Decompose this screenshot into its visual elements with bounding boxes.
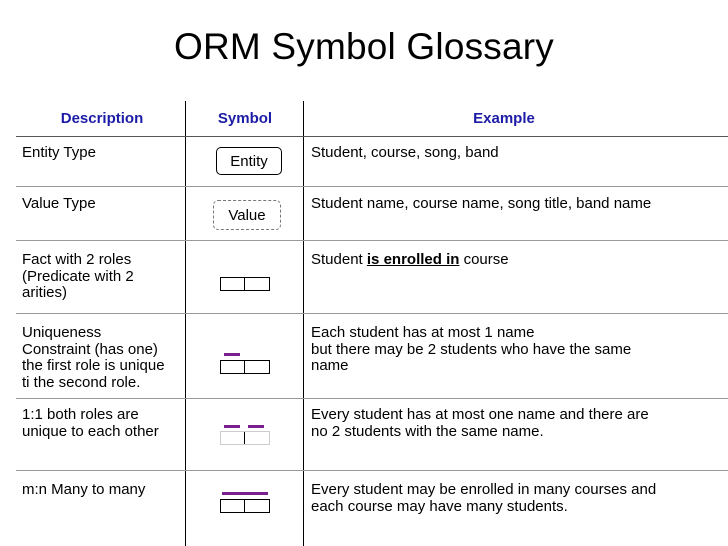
predicate-symbol <box>220 499 270 513</box>
uniqueness-constraint-bar <box>248 425 264 428</box>
column-divider <box>185 101 186 546</box>
uniqueness-constraint-bar <box>224 353 240 356</box>
uniqueness-constraint-bar <box>224 425 240 428</box>
example-text: course <box>459 251 509 268</box>
column-divider <box>303 101 304 546</box>
header-divider <box>16 136 728 137</box>
row-divider <box>16 186 728 187</box>
row-divider <box>16 313 728 314</box>
column-header-symbol: Symbol <box>217 110 273 127</box>
table-row-description: Fact with 2 roles (Predicate with 2 arities) <box>22 251 134 301</box>
example-text: Student <box>311 251 367 268</box>
table-row-description: 1:1 both roles are unique to each other <box>22 406 159 440</box>
predicate-symbol <box>220 360 270 374</box>
example-predicate-emphasis: is enrolled in <box>366 251 460 268</box>
table-row-example: Every student may be enrolled in many courses and each course may have many students. <box>311 481 657 515</box>
table-row-description: Value Type <box>22 195 96 212</box>
table-row-description: Uniqueness Constraint (has one) the first role is unique ti the second role. <box>22 324 165 391</box>
table-row-example <box>311 252 711 269</box>
row-divider <box>16 240 728 241</box>
table-header <box>0 100 728 138</box>
column-header-description: Description <box>60 110 144 127</box>
table-row-example: Student, course, song, band <box>311 144 499 161</box>
uniqueness-constraint-bar <box>222 492 268 495</box>
row-divider <box>16 470 728 471</box>
table-row-example: Student name, course name, song title, band name <box>311 195 652 212</box>
table-row-example: Each student has at most 1 name but there may be 2 students who have the same name <box>311 324 632 374</box>
row-divider <box>16 398 728 399</box>
table-row-description: Entity Type <box>22 144 96 161</box>
value-type-symbol: Value <box>213 200 281 230</box>
page-title: ORM Symbol Glossary <box>173 26 555 67</box>
predicate-symbol <box>220 431 270 445</box>
predicate-symbol <box>220 277 270 291</box>
entity-type-symbol: Entity <box>216 147 282 175</box>
table-row-example: Every student has at most one name and there are no 2 students with the same name. <box>311 406 649 440</box>
table-row-description: m:n Many to many <box>22 481 146 498</box>
column-header-example: Example <box>473 110 535 127</box>
